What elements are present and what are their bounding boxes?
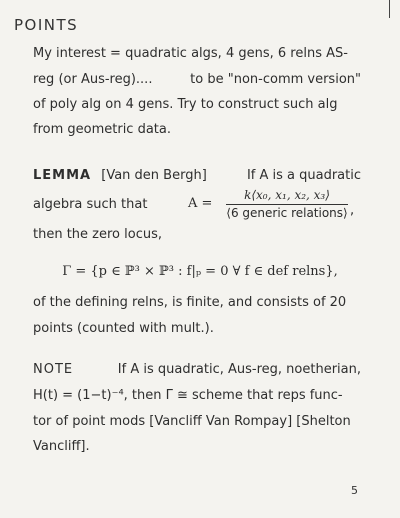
lemma-attribution: [Van den Bergh]	[101, 168, 207, 183]
note-line-3: tor of point mods [Vancliff Van Rompay] [Shelton	[33, 414, 351, 429]
lemma-label: LEMMA	[33, 168, 92, 183]
page-number: 5	[351, 484, 358, 497]
lemma-line-3: then the zero locus,	[33, 227, 162, 242]
intro-line-4: from geometric data.	[33, 122, 171, 137]
lemma-line-2: algebra such that	[33, 197, 148, 212]
lemma-line-5: points (counted with mult.).	[33, 321, 214, 336]
note-line-1	[33, 362, 361, 378]
fraction-denominator: ⟨6 generic relations⟩	[226, 206, 348, 220]
lemma-lhs: A =	[188, 196, 213, 211]
intro-line-2-a: reg (or Aus-reg)....	[33, 72, 153, 87]
intro-line-2-b: to be "non-comm version"	[190, 72, 361, 87]
note-line-1-rest: If A is quadratic, Aus-reg, noetherian,	[117, 362, 361, 377]
fraction-comma: ,	[350, 203, 355, 218]
note-label: NOTE	[33, 362, 74, 377]
zero-locus-formula: Γ = {p ∈ ℙ³ × ℙ³ : f|ₚ = 0 ∀ f ∈ def relns},	[62, 264, 338, 279]
lemma-line-4: of the defining relns, is finite, and consists of 20	[33, 295, 347, 310]
page-edge-mark	[389, 0, 390, 18]
fraction-numerator: k⟨x₀, x₁, x₂, x₃⟩	[244, 188, 330, 202]
intro-line-2	[33, 72, 361, 88]
section-title: POINTS	[14, 16, 79, 34]
intro-line-1	[33, 46, 361, 62]
lemma-fraction	[226, 188, 348, 220]
note-line-2: H(t) = (1−t)⁻⁴, then Γ ≅ scheme that reps func-	[33, 388, 343, 403]
lemma-line-1	[33, 168, 361, 184]
note-line-4: Vancliff].	[33, 439, 90, 454]
fraction-bar	[226, 204, 348, 205]
intro-line-1-text: My interest = quadratic algs, 4 gens, 6 relns AS-	[33, 46, 348, 61]
lemma-line-1-rest: If A is a quadratic	[246, 168, 361, 183]
intro-line-3: of poly alg on 4 gens. Try to construct such alg	[33, 97, 338, 112]
